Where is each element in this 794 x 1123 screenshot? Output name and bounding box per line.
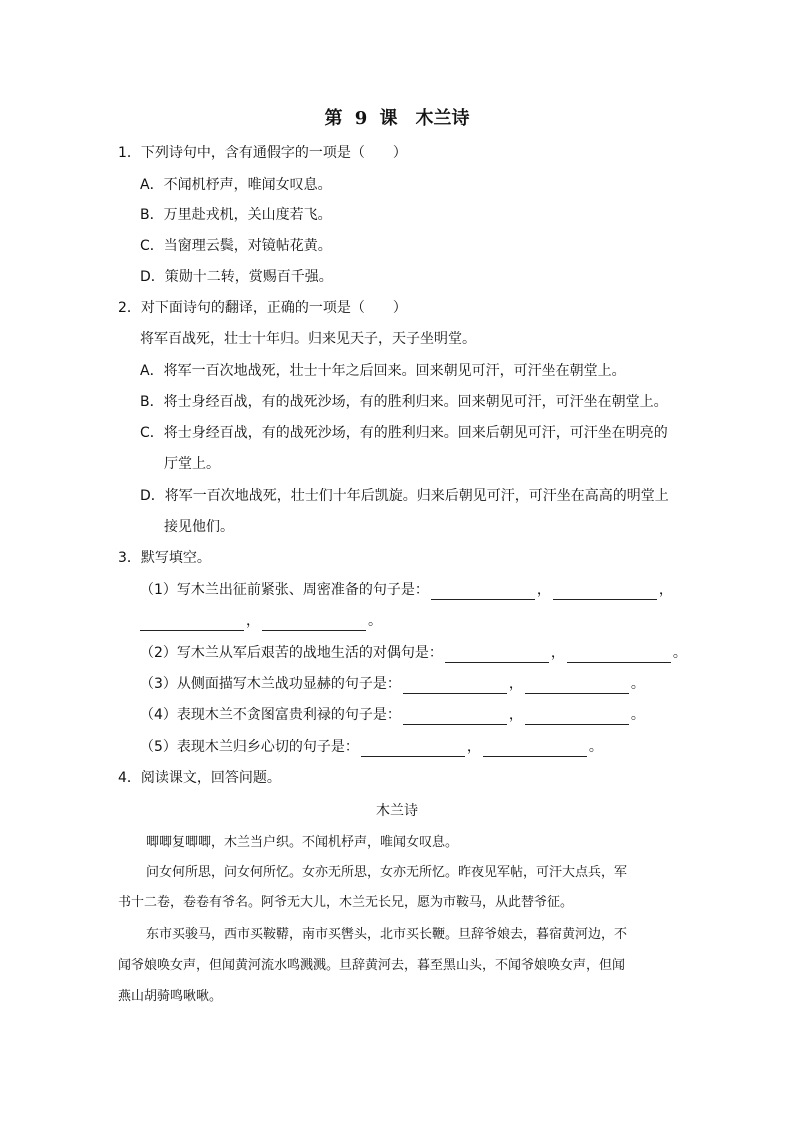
poem-paragraph-3-end: 燕山胡骑鸣啾啾。 <box>118 989 223 1004</box>
question-3-stem: 3．默写填空。 <box>118 550 211 566</box>
q1-option-b: B．万里赴戎机，关山度若飞。 <box>140 207 332 223</box>
question-2-stem: 2．对下面诗句的翻译，正确的一项是（ ） <box>118 300 407 316</box>
q2-option-a: A．将军一百次地战死，壮士十年之后回来。回来朝见可汗，可汗坐在朝堂上。 <box>140 363 626 379</box>
q2-option-b: B．将士身经百战，有的战死沙场，有的胜利归来。回来朝见可汗，可汗坐在朝堂上。 <box>140 394 668 410</box>
answer-blank[interactable] <box>445 647 549 663</box>
answer-blank[interactable] <box>431 584 535 600</box>
answer-blank[interactable] <box>553 584 657 600</box>
poem-paragraph-2: 问女何所思，问女何所忆。女亦无所思，女亦无所忆。昨夜见军帖，可汗大点兵，军 <box>146 865 628 880</box>
page-title: 第 9 课 木兰诗 <box>324 108 470 129</box>
poem-paragraph-3-cont: 闻爷娘唤女声，但闻黄河流水鸣溅溅。旦辞黄河去，暮至黑山头，不闻爷娘唤女声，但闻 <box>118 958 626 973</box>
answer-blank[interactable] <box>361 741 465 757</box>
q2-option-c-cont: 厅堂上。 <box>164 456 220 472</box>
answer-blank[interactable] <box>483 741 587 757</box>
q3-item-2-label: （2）写木兰从军后艰苦的战地生活的对偶句是： <box>140 645 443 661</box>
poem-paragraph-3: 东市买骏马，西市买鞍鞯，南市买辔头，北市买长鞭。旦辞爷娘去，暮宿黄河边，不 <box>146 927 628 942</box>
answer-blank[interactable] <box>525 709 629 725</box>
q3-item-3: （3）从侧面描写木兰战功显赫的句子是： ， 。 <box>140 676 645 692</box>
q3-item-3-label: （3）从侧面描写木兰战功显赫的句子是： <box>140 676 401 692</box>
question-1-stem: 1．下列诗句中，含有通假字的一项是（ ） <box>118 145 407 161</box>
poem-title: 木兰诗 <box>376 803 418 819</box>
q1-option-d: D．策勋十二转，赏赐百千强。 <box>140 269 333 285</box>
answer-blank[interactable] <box>140 615 244 631</box>
answer-blank[interactable] <box>403 709 507 725</box>
q3-item-5-label: （5）表现木兰归乡心切的句子是： <box>140 739 359 755</box>
q3-item-1-label: （1）写木兰出征前紧张、周密准备的句子是： <box>140 582 429 598</box>
q2-option-c: C．将士身经百战，有的战死沙场，有的胜利归来。回来后朝见可汗，可汗坐在明亮的 <box>140 425 668 441</box>
q3-item-5: （5）表现木兰归乡心切的句子是： ， 。 <box>140 739 603 755</box>
q2-quote: 将军百战死，壮士十年归。归来见天子，天子坐明堂。 <box>140 331 476 347</box>
q2-option-d: D．将军一百次地战死，壮士们十年后凯旋。归来后朝见可汗，可汗坐在高高的明堂上 <box>140 488 669 504</box>
poem-paragraph-1: 唧唧复唧唧，木兰当户织。不闻机杼声，唯闻女叹息。 <box>146 835 459 850</box>
q1-option-a: A．不闻机杼声，唯闻女叹息。 <box>140 177 332 193</box>
answer-blank[interactable] <box>262 615 366 631</box>
poem-paragraph-2-cont: 书十二卷，卷卷有爷名。阿爷无大儿，木兰无长兄，愿为市鞍马，从此替爷征。 <box>118 895 574 910</box>
question-4-stem: 4．阅读课文，回答问题。 <box>118 770 281 786</box>
q3-item-1: （1）写木兰出征前紧张、周密准备的句子是： ， ， <box>140 582 673 598</box>
q1-option-c: C．当窗理云鬓，对镜帖花黄。 <box>140 238 332 254</box>
answer-blank[interactable] <box>403 678 507 694</box>
q2-option-d-cont: 接见他们。 <box>164 519 234 535</box>
q3-item-2: （2）写木兰从军后艰苦的战地生活的对偶句是： ， 。 <box>140 645 687 661</box>
answer-blank[interactable] <box>567 647 671 663</box>
answer-blank[interactable] <box>525 678 629 694</box>
q3-item-4: （4）表现木兰不贪图富贵利禄的句子是： ， 。 <box>140 707 645 723</box>
q3-item-1-cont: ， 。 <box>140 611 382 631</box>
q3-item-4-label: （4）表现木兰不贪图富贵利禄的句子是： <box>140 707 401 723</box>
